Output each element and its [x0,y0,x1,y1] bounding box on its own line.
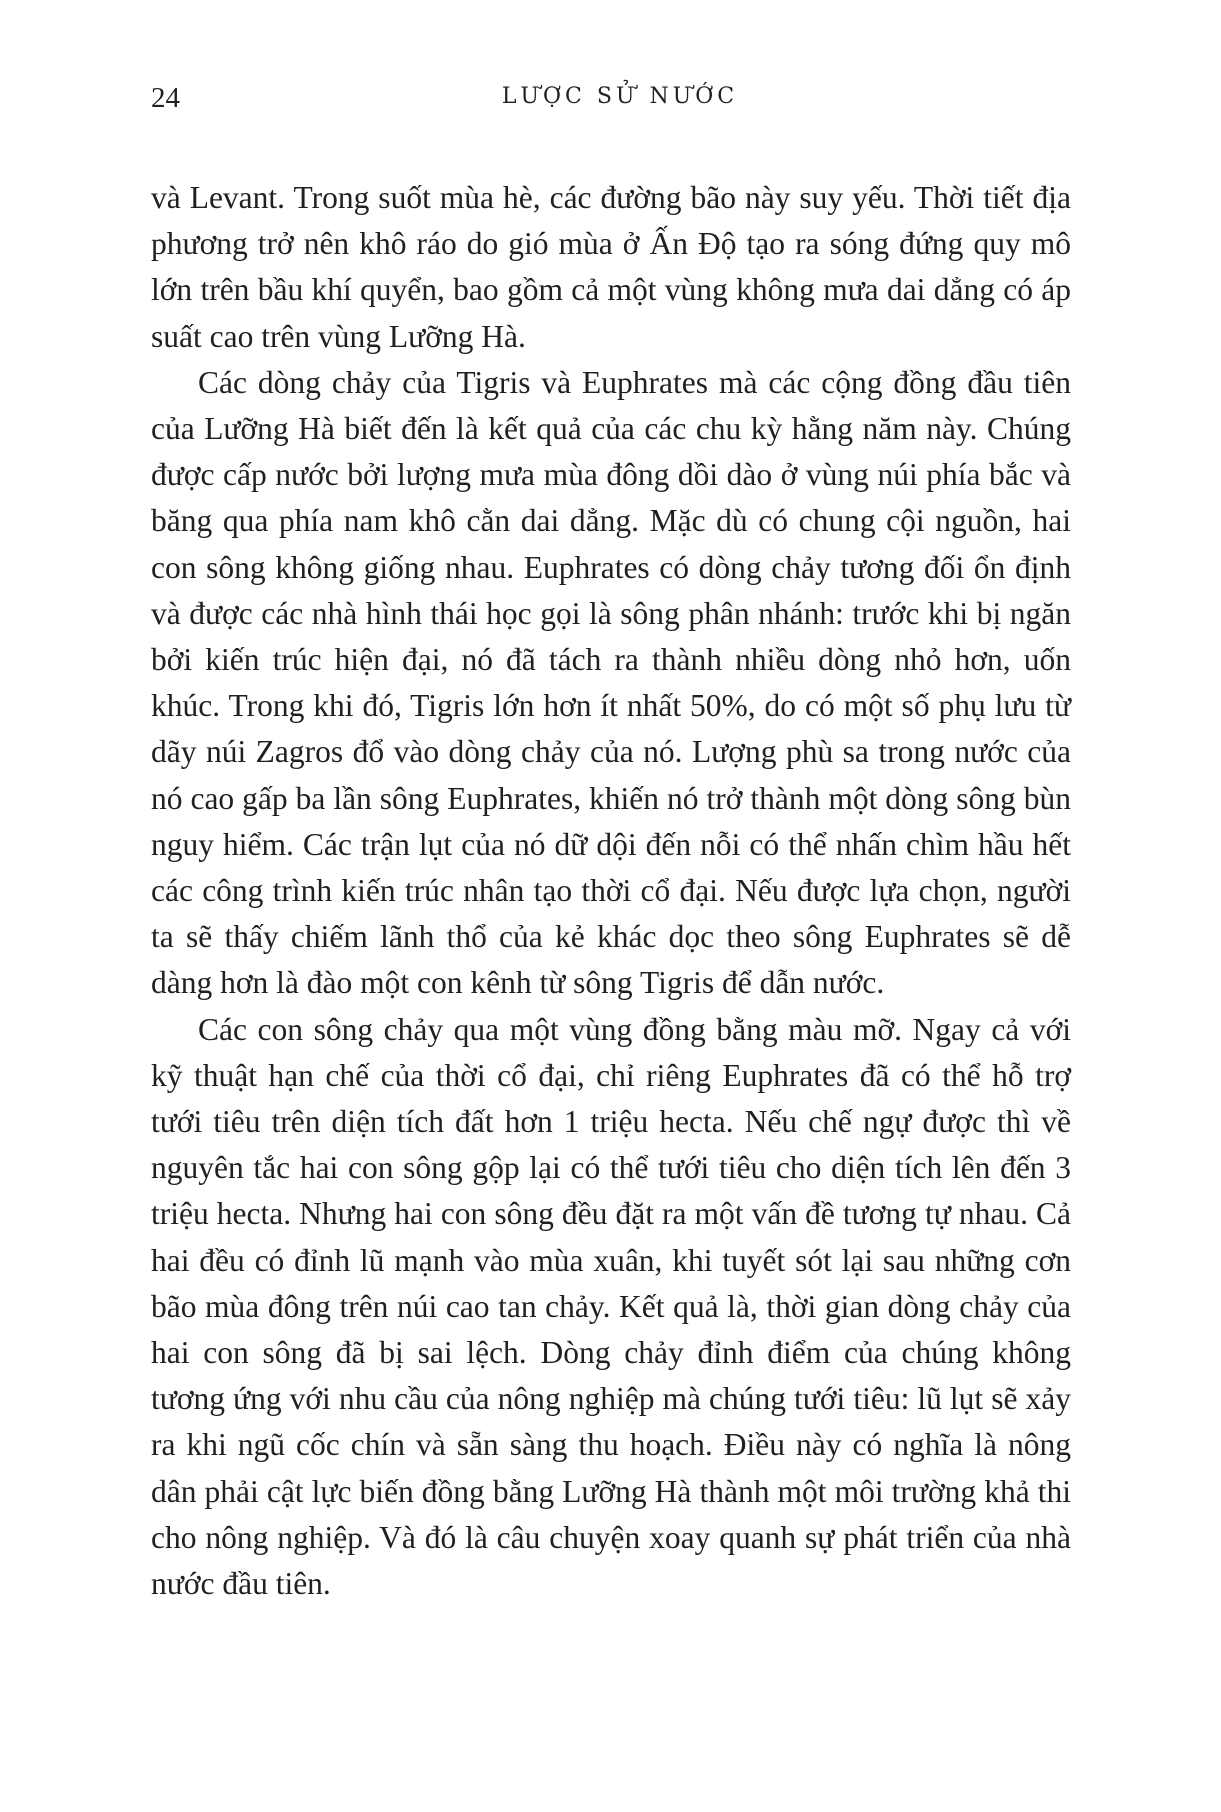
page-number: 24 [151,82,180,114]
paragraph-2: Các dòng chảy của Tigris và Euphrates mà các cộng đồng đầu tiên của Lưỡng Hà biết đến là kết quả của các chu kỳ hằng năm này. Chúng được cấp nước bởi lượng mưa mùa đông dồi dào ở vùng núi phía bắc và băng qua phía nam khô cằn dai dẳng. Mặc dù có chung cội nguồn, hai con sông không giống nhau. Euphrates có dòng chảy tương đối ổn định và được các nhà hình thái học gọi là sông phân nhánh: trước khi bị ngăn bởi kiến trúc hiện đại, nó đã tách ra thành nhiều dòng nhỏ hơn, uốn khúc. Trong khi đó, Tigris lớn hơn ít nhất 50%, do có một số phụ lưu từ dãy núi Zagros đổ vào dòng chảy của nó. Lượng phù sa trong nước của nó cao gấp ba lần sông Euphrates, khiến nó trở thành một dòng sông bùn nguy hiểm. Các trận lụt của nó dữ dội đến nỗi có thể nhấn chìm hầu hết các công trình kiến trúc nhân tạo thời cổ đại. Nếu được lựa chọn, người ta sẽ thấy chiếm lãnh thổ của kẻ khác dọc theo sông Euphrates sẽ dễ dàng hơn là đào một con kênh từ sông Tigris để dẫn nước. [151,364,1071,1001]
body-text [151,175,1071,1607]
paragraph-3: Các con sông chảy qua một vùng đồng bằng màu mỡ. Ngay cả với kỹ thuật hạn chế của thời cổ đại, chỉ riêng Euphrates đã có thể hỗ trợ tưới tiêu trên diện tích đất hơn 1 triệu hecta. Nếu chế ngự được thì về nguyên tắc hai con sông gộp lại có thể tưới tiêu cho diện tích lên đến 3 triệu hecta. Nhưng hai con sông đều đặt ra một vấn đề tương tự nhau. Cả hai đều có đỉnh lũ mạnh vào mùa xuân, khi tuyết sót lại sau những cơn bão mùa đông trên núi cao tan chảy. Kết quả là, thời gian dòng chảy của hai con sông đã bị sai lệch. Dòng chảy đỉnh điểm của chúng không tương ứng với nhu cầu của nông nghiệp mà chúng tưới tiêu: lũ lụt sẽ xảy ra khi ngũ cốc chín và sẵn sàng thu hoạch. Điều này có nghĩa là nông dân phải cật lực biến đồng bằng Lưỡng Hà thành một môi trường khả thi cho nông nghiệp. Và đó là câu chuyện xoay quanh sự phát triển của nhà nước đầu tiên. [151,1011,1071,1602]
paragraph-1: và Levant. Trong suốt mùa hè, các đường bão này suy yếu. Thời tiết địa phương trở nên khô ráo do gió mùa ở Ấn Độ tạo ra sóng đứng quy mô lớn trên bầu khí quyển, bao gồm cả một vùng không mưa dai dẳng có áp suất cao trên vùng Lưỡng Hà. [151,180,1071,354]
page-header [151,74,1071,124]
running-title: LƯỢC SỬ NƯỚC [501,84,739,109]
